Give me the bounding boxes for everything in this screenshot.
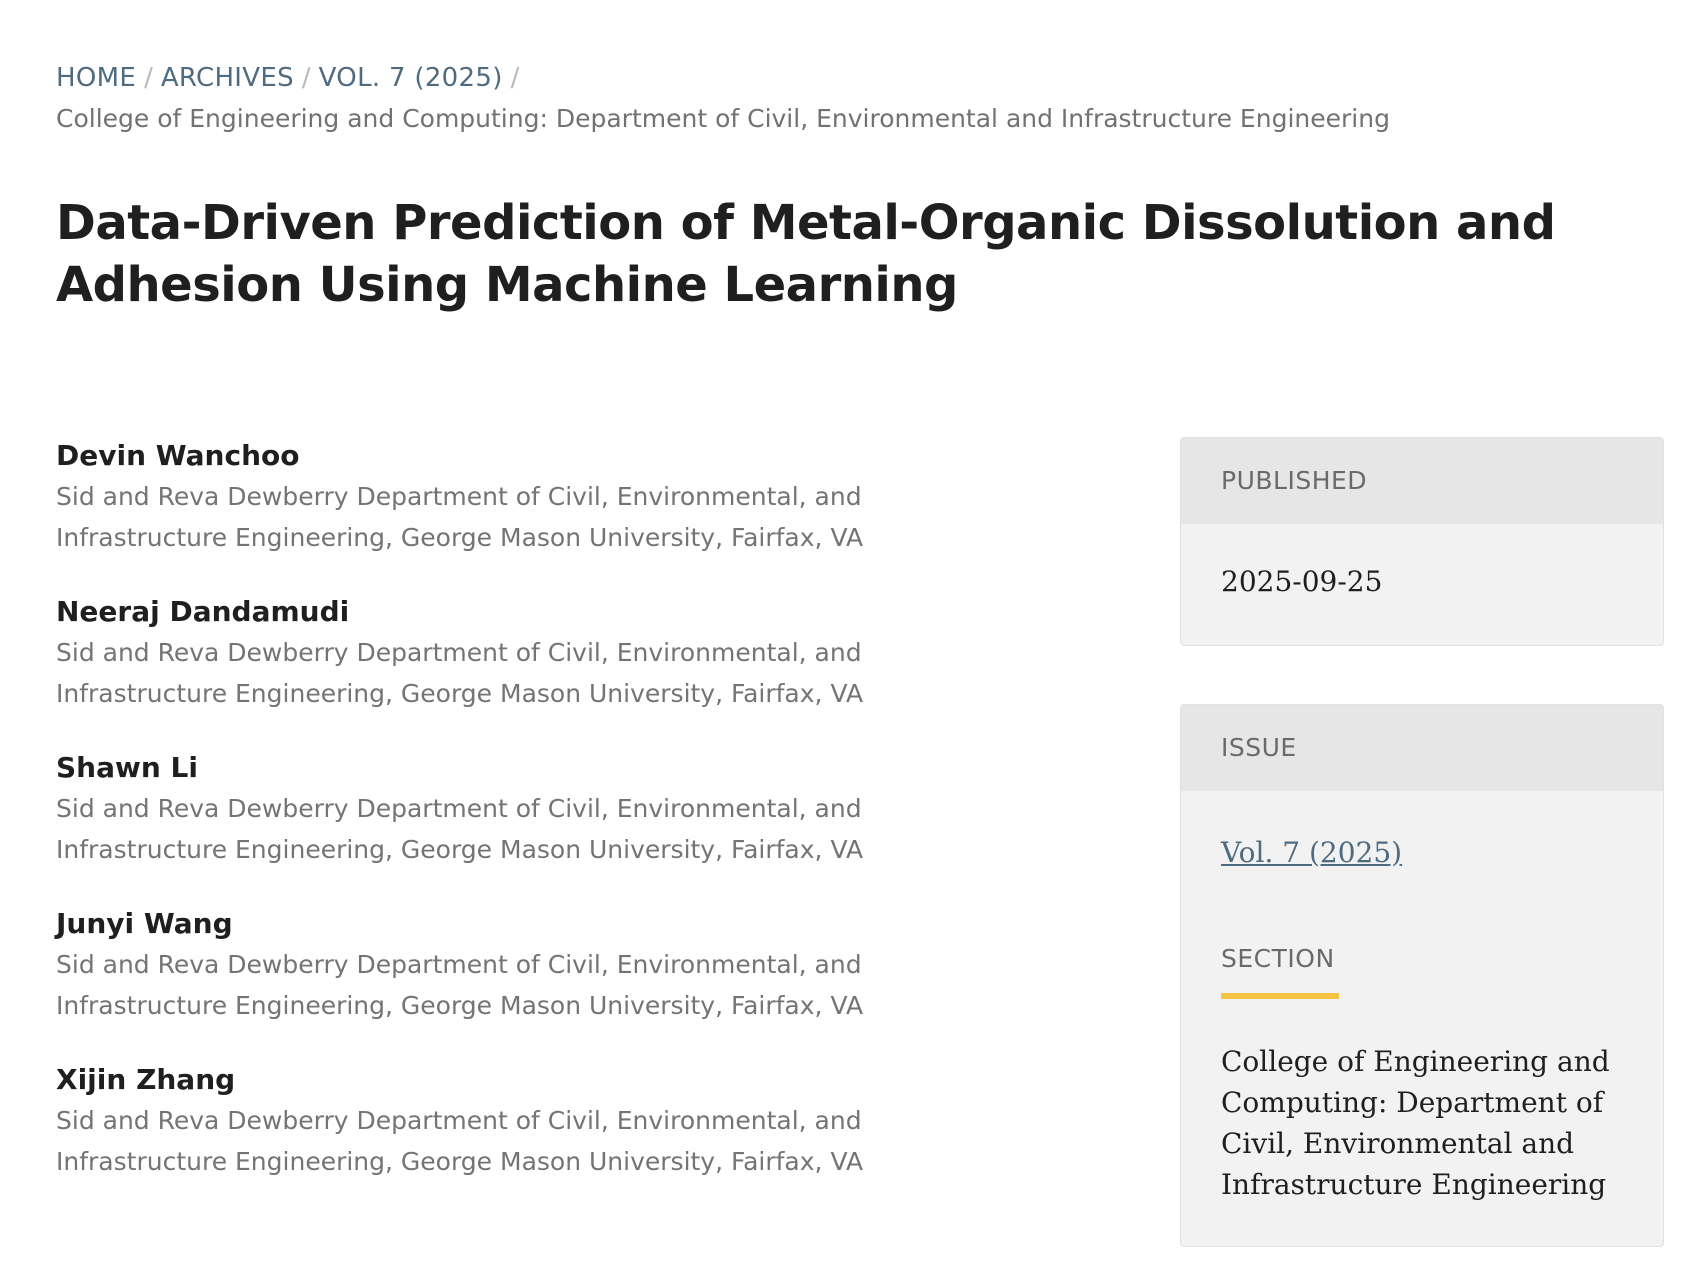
breadcrumb-home-link[interactable]: HOME xyxy=(56,63,137,93)
author-entry xyxy=(56,748,1076,870)
breadcrumb-separator: / xyxy=(301,63,311,93)
article-title: Data-Driven Prediction of Metal-Organic Dissolution and Adhesion Using Machine Learning xyxy=(56,195,1556,313)
author-entry xyxy=(56,1060,1076,1182)
author-entry xyxy=(56,904,1076,1026)
section-label: SECTION xyxy=(1221,944,1335,973)
breadcrumb-separator: / xyxy=(510,63,520,93)
author-affiliation: Sid and Reva Dewberry Department of Civil, Environmental, and Infrastructure Engineering, George Mason University, Fairfax, VA xyxy=(56,794,864,864)
issue-link[interactable]: Vol. 7 (2025) xyxy=(1221,836,1403,869)
published-body xyxy=(1181,524,1663,602)
author-affiliation: Sid and Reva Dewberry Department of Civil, Environmental, and Infrastructure Engineering, George Mason University, Fairfax, VA xyxy=(56,1106,864,1176)
published-panel xyxy=(1180,437,1664,646)
issue-body xyxy=(1181,791,1663,1205)
section-accent-underline xyxy=(1221,993,1339,999)
author-affiliation: Sid and Reva Dewberry Department of Civil, Environmental, and Infrastructure Engineering, George Mason University, Fairfax, VA xyxy=(56,950,864,1020)
published-label: PUBLISHED xyxy=(1181,438,1663,524)
author-name: Junyi Wang xyxy=(56,907,233,940)
author-entry xyxy=(56,592,1076,714)
section-value: College of Engineering and Computing: Department of Civil, Environmental and Infrastructure Engineering xyxy=(1221,1045,1610,1201)
breadcrumb-current-section: College of Engineering and Computing: Department of Civil, Environmental and Infrastructure Engineering xyxy=(56,104,1390,133)
author-list xyxy=(56,436,1076,1216)
breadcrumb-separator: / xyxy=(144,63,153,93)
author-entry xyxy=(56,436,1076,558)
author-affiliation: Sid and Reva Dewberry Department of Civil, Environmental, and Infrastructure Engineering, George Mason University, Fairfax, VA xyxy=(56,638,864,708)
author-affiliation: Sid and Reva Dewberry Department of Civil, Environmental, and Infrastructure Engineering, George Mason University, Fairfax, VA xyxy=(56,482,864,552)
issue-panel xyxy=(1180,704,1664,1247)
issue-label: ISSUE xyxy=(1181,705,1663,791)
breadcrumb xyxy=(56,58,1616,138)
breadcrumb-volume-link[interactable]: VOL. 7 (2025) xyxy=(318,63,503,93)
author-name: Neeraj Dandamudi xyxy=(56,595,350,628)
author-name: Xijin Zhang xyxy=(56,1063,236,1096)
breadcrumb-archives-link[interactable]: ARCHIVES xyxy=(160,63,294,93)
author-name: Shawn Li xyxy=(56,751,198,784)
published-date: 2025-09-25 xyxy=(1221,565,1383,598)
author-name: Devin Wanchoo xyxy=(56,439,300,472)
